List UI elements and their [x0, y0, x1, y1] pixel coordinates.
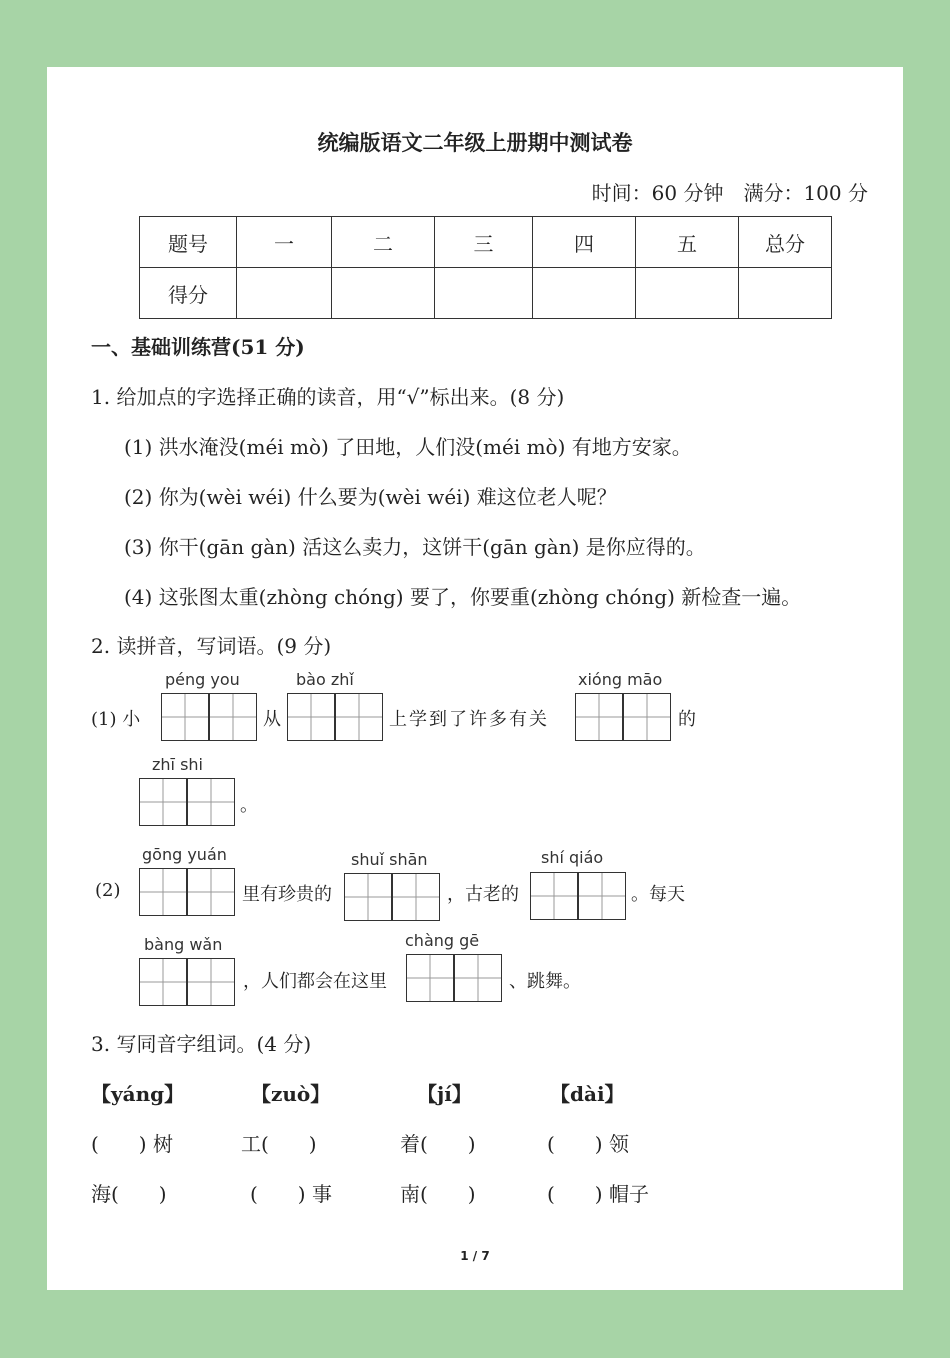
pinyin-group-head: 【yáng】 — [91, 1082, 185, 1106]
writing-box[interactable] — [139, 778, 187, 826]
writing-box[interactable] — [530, 872, 578, 920]
word-blank[interactable]: 着( ) — [400, 1132, 476, 1156]
score-header-cell: 五 — [636, 217, 739, 268]
writing-box[interactable] — [209, 693, 257, 741]
writing-box[interactable] — [578, 872, 626, 920]
page-title: 统编版语文二年级上册期中测试卷 — [317, 130, 633, 155]
score-header-cell: 一 — [237, 217, 332, 268]
question-item: (2) 你为(wèi wéi) 什么要为(wèi wéi) 难这位老人呢？ — [124, 485, 617, 509]
writing-box[interactable] — [287, 693, 335, 741]
score-table-header-row — [140, 217, 832, 268]
word-blank[interactable]: ( ) 事 — [250, 1182, 332, 1206]
score-header-cell: 二 — [332, 217, 435, 268]
writing-box[interactable] — [187, 958, 235, 1006]
word-blank[interactable]: 海( ) — [91, 1182, 167, 1206]
writing-box[interactable] — [454, 954, 502, 1002]
question-prompt: 1. 给加点的字选择正确的读音，用“√”标出来。(8 分) — [91, 385, 565, 409]
question-prompt: 2. 读拼音，写词语。(9 分) — [91, 634, 332, 658]
score-row-label: 得分 — [140, 268, 237, 319]
question-item: (3) 你干(gān gàn) 活这么卖力，这饼干(gān gàn) 是你应得的。 — [124, 535, 706, 559]
sentence-text: 上学到了许多有关 — [389, 709, 549, 730]
sentence-text: ，古老的 — [447, 884, 519, 905]
score-cell[interactable] — [435, 268, 533, 319]
exam-page — [47, 67, 903, 1290]
pinyin-label: chàng gē — [405, 931, 480, 950]
score-header-cell: 题号 — [140, 217, 237, 268]
writing-box[interactable] — [406, 954, 454, 1002]
pinyin-label: péng you — [165, 670, 240, 689]
writing-box[interactable] — [335, 693, 383, 741]
score-cell[interactable] — [332, 268, 435, 319]
score-table — [139, 216, 832, 319]
sentence-text: 的 — [678, 709, 696, 730]
score-cell[interactable] — [533, 268, 636, 319]
pinyin-label: shuǐ shān — [351, 850, 428, 869]
word-blank[interactable]: ( ) 树 — [91, 1132, 173, 1156]
score-table-score-row — [140, 268, 832, 319]
writing-box[interactable] — [575, 693, 623, 741]
word-blank[interactable]: 工( ) — [241, 1132, 317, 1156]
question-item: (4) 这张图太重(zhòng chóng) 要了，你要重(zhòng chóng) 新检查一遍。 — [124, 585, 802, 609]
exam-meta: 时间：60 分钟 满分：100 分 — [591, 181, 868, 205]
score-header-cell: 三 — [435, 217, 533, 268]
part-label: (2) — [95, 880, 121, 901]
pinyin-group-head: 【dài】 — [550, 1082, 625, 1106]
pinyin-group-head: 【jí】 — [417, 1082, 472, 1106]
sentence-text: 从 — [263, 709, 281, 730]
writing-box[interactable] — [344, 873, 392, 921]
question-item: (1) 洪水淹没(méi mò) 了田地，人们没(méi mò) 有地方安家。 — [124, 435, 692, 459]
writing-box[interactable] — [392, 873, 440, 921]
score-header-cell: 总分 — [739, 217, 832, 268]
word-blank[interactable]: ( ) 领 — [547, 1132, 629, 1156]
score-cell[interactable] — [237, 268, 332, 319]
pinyin-label: shí qiáo — [541, 848, 604, 867]
page-number: 1 / 7 — [460, 1249, 490, 1263]
sentence-text: 、跳舞。 — [509, 971, 581, 992]
sentence-text: 里有珍贵的 — [242, 884, 332, 905]
sentence-text: 。每天 — [631, 884, 685, 905]
writing-box[interactable] — [623, 693, 671, 741]
writing-box[interactable] — [161, 693, 209, 741]
part-label: (1) 小 — [91, 709, 141, 730]
pinyin-group-head: 【zuò】 — [251, 1082, 331, 1106]
word-blank[interactable]: 南( ) — [400, 1182, 476, 1206]
sentence-text: 。 — [240, 795, 258, 816]
writing-box[interactable] — [139, 868, 187, 916]
section-heading: 一、基础训练营(51 分) — [91, 335, 305, 359]
pinyin-label: zhī shi — [152, 755, 203, 774]
sentence-text: ，人们都会在这里 — [243, 971, 387, 992]
writing-box[interactable] — [187, 868, 235, 916]
score-cell[interactable] — [636, 268, 739, 319]
question-prompt: 3. 写同音字组词。(4 分) — [91, 1032, 312, 1056]
score-cell[interactable] — [739, 268, 832, 319]
pinyin-label: xióng māo — [578, 670, 663, 689]
pinyin-label: bào zhǐ — [296, 670, 354, 689]
score-header-cell: 四 — [533, 217, 636, 268]
writing-box[interactable] — [139, 958, 187, 1006]
writing-box[interactable] — [187, 778, 235, 826]
pinyin-label: bàng wǎn — [144, 935, 223, 954]
pinyin-label: gōng yuán — [142, 845, 227, 864]
word-blank[interactable]: ( ) 帽子 — [547, 1182, 649, 1206]
